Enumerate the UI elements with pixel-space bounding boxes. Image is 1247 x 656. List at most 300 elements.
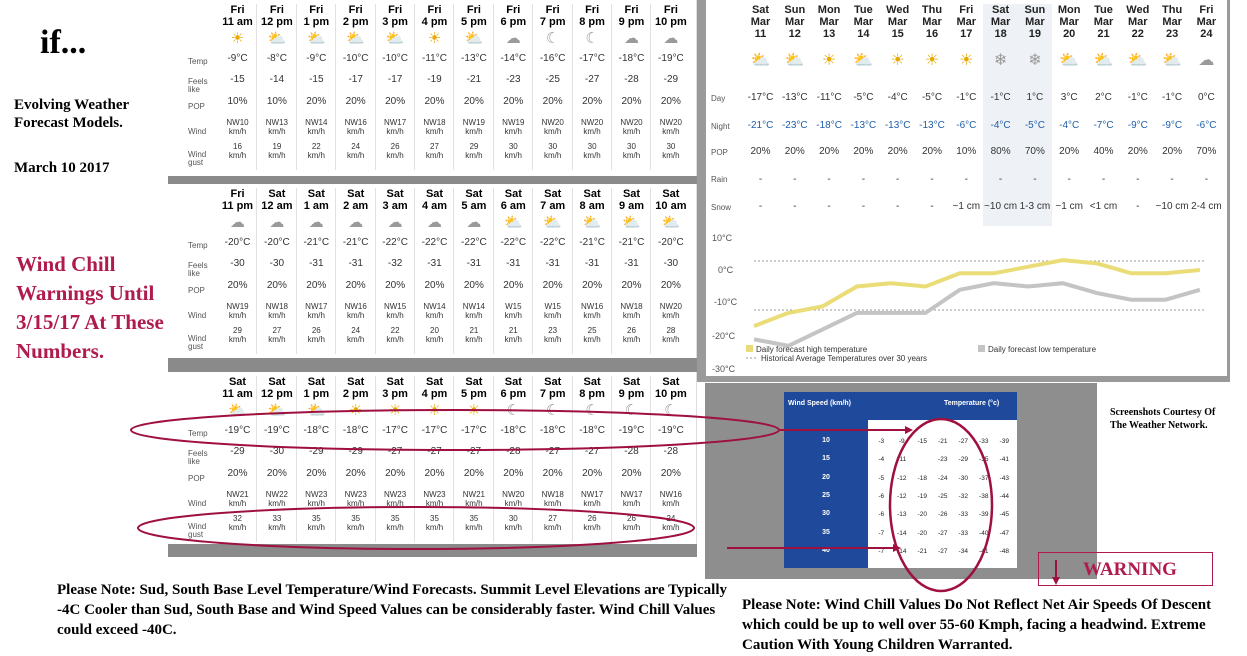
night-low: -5°C xyxy=(1024,120,1045,131)
night-low: -4°C xyxy=(1059,120,1080,131)
hour-day: Sat xyxy=(347,188,365,200)
hour-day: Fri xyxy=(348,4,363,16)
hour-gust-unit: km/h xyxy=(386,335,404,344)
hour-day: Sat xyxy=(662,188,680,200)
sun-cloud-icon: ⛅ xyxy=(1093,52,1114,69)
hour-day: Fri xyxy=(506,4,521,16)
hour-time: 5 pm xyxy=(461,388,487,400)
hour-gust-unit: km/h xyxy=(583,335,601,344)
hour-wind-unit: km/h xyxy=(347,311,365,320)
moon-icon: ☾ xyxy=(506,402,521,419)
hour-pop: 20% xyxy=(227,468,248,479)
axis-label-minus-20: -20°C xyxy=(712,331,736,341)
hour-wind: NW21 xyxy=(462,490,485,499)
day-rain: - xyxy=(930,174,934,185)
day-pop: 80% xyxy=(990,146,1011,157)
hour-wind-unit: km/h xyxy=(228,127,247,136)
hour-feels: -32 xyxy=(387,258,403,269)
hour-feels: -23 xyxy=(506,74,521,85)
hour-pop: 20% xyxy=(306,468,327,479)
hour-wind-unit: km/h xyxy=(386,499,404,508)
hour-gust: 20 xyxy=(430,326,439,335)
hour-temp: -18°C xyxy=(342,425,369,436)
day-snow: ~1 cm xyxy=(1055,201,1083,212)
hour-day: Sat xyxy=(583,188,601,200)
hour-pop: 20% xyxy=(503,96,524,107)
hour-time: 7 am xyxy=(540,200,566,212)
hour-wind: NW14 xyxy=(423,302,446,311)
day-month: Mar xyxy=(990,16,1011,28)
sun-cloud-icon: ⛅ xyxy=(1059,52,1080,69)
hour-feels: -21 xyxy=(466,74,482,85)
hour-gust-unit: km/h xyxy=(347,151,365,160)
hour-day: Fri xyxy=(230,4,245,16)
day-date: 23 xyxy=(1165,28,1179,40)
hour-wind: NW18 xyxy=(541,490,564,499)
courtesy-note: Screenshots Courtesy Of The Weather Network. xyxy=(1110,407,1216,431)
sun-cloud-icon: ⛅ xyxy=(346,30,366,47)
hour-time: 6 pm xyxy=(500,388,527,400)
temp-col-header: 0 xyxy=(879,422,884,429)
hour-wind-unit: km/h xyxy=(307,499,325,508)
hour-temp: -11°C xyxy=(422,53,447,64)
hour-gust-unit: km/h xyxy=(465,335,483,344)
row-label-wind: Wind xyxy=(188,499,207,508)
day-month: Mar xyxy=(1025,16,1045,28)
sun-cloud-icon: ⛅ xyxy=(267,30,287,47)
hour-gust-unit: km/h xyxy=(268,151,286,160)
hour-day: Sat xyxy=(347,376,365,388)
hour-feels: -27 xyxy=(584,446,600,457)
day-rain: - xyxy=(793,174,797,185)
day-date: 24 xyxy=(1200,28,1213,40)
moon-cloud-icon: ☁ xyxy=(269,214,285,231)
day-pop: 70% xyxy=(1024,146,1045,157)
hour-temp: -17°C xyxy=(421,425,448,436)
hour-temp: -18°C xyxy=(303,425,330,436)
hour-temp: -22°C xyxy=(461,237,487,248)
hour-wind-unit: km/h xyxy=(425,127,444,136)
hour-day: Sat xyxy=(583,376,601,388)
hour-feels: -31 xyxy=(427,258,442,269)
hour-feels: -31 xyxy=(624,258,639,269)
hour-feels: -31 xyxy=(545,258,560,269)
hour-gust-unit: km/h xyxy=(662,523,680,532)
day-date: 14 xyxy=(857,28,870,40)
sun-cloud-icon: ⛅ xyxy=(1162,52,1183,69)
wind-chill-cell: -41 xyxy=(979,547,989,555)
day-name: Fri xyxy=(959,4,974,16)
wind-chill-cell: -27 xyxy=(938,547,948,555)
day-name: Sun xyxy=(1024,4,1046,16)
day-high: -1°C xyxy=(990,92,1011,103)
hour-feels: -30 xyxy=(230,258,245,269)
wind-chill-cell: -20 xyxy=(917,511,927,519)
hour-pop: 10% xyxy=(227,96,248,107)
hour-gust: 29 xyxy=(233,326,242,335)
hour-feels: -15 xyxy=(230,74,245,85)
day-snow: ~10 cm xyxy=(1155,201,1189,212)
sun-cloud-icon: ⛅ xyxy=(853,52,874,69)
hour-temp: -22°C xyxy=(539,237,566,248)
day-snow: - xyxy=(827,201,831,212)
moon-cloud-icon: ☁ xyxy=(387,214,403,231)
hour-temp: -10°C xyxy=(342,53,369,64)
hour-day: Sat xyxy=(544,188,562,200)
hour-day: Sat xyxy=(504,188,522,200)
hour-gust: 30 xyxy=(548,142,558,151)
row-label-feels: Feels like xyxy=(188,449,208,466)
wind-chill-cell: -13 xyxy=(897,511,907,519)
hour-time: 9 pm xyxy=(618,388,645,400)
hour-pop: 20% xyxy=(306,280,327,291)
hour-feels: -19 xyxy=(427,74,442,85)
note-right: Please Note: Wind Chill Values Do Not Reflect Net Air Speeds Of Descent which could be up to well over 55-60 Kmph, facing a headwind. Extreme Caution With Young Children Warranted. xyxy=(742,597,1212,653)
hour-pop: 20% xyxy=(463,96,484,107)
sun-icon: ☀ xyxy=(821,52,837,69)
day-month: Mar xyxy=(1059,16,1079,28)
day-high: -17°C xyxy=(747,92,774,103)
wind-chill-cell: -48 xyxy=(999,547,1009,555)
date-text: March 10 2017 xyxy=(14,160,110,176)
hour-feels: -29 xyxy=(663,74,679,85)
hour-pop: 20% xyxy=(582,280,603,291)
wind-chill-cell: -41 xyxy=(999,456,1009,464)
day-snow: ~1 cm xyxy=(952,201,981,212)
hour-pop: 20% xyxy=(345,468,366,479)
hour-wind: NW20 xyxy=(620,118,643,127)
sun-cloud-icon: ⛅ xyxy=(306,30,326,47)
warning-label: WARNING xyxy=(1083,559,1177,580)
daily-row-label-snow: Snow xyxy=(711,203,732,212)
hour-pop: 20% xyxy=(542,96,563,107)
hour-wind: NW14 xyxy=(305,118,328,127)
cloud-icon: ☁ xyxy=(1198,52,1215,69)
temp-col-header: -5 xyxy=(898,422,905,429)
hour-pop: 20% xyxy=(463,280,484,291)
hour-day: Fri xyxy=(309,4,324,16)
hour-gust-unit: km/h xyxy=(544,151,562,160)
hour-gust: 26 xyxy=(390,142,400,151)
day-high: -13°C xyxy=(781,92,808,103)
hour-wind: NW23 xyxy=(344,490,367,499)
moon-icon: ☾ xyxy=(585,30,599,47)
day-pop: 20% xyxy=(921,146,942,157)
hour-pop: 20% xyxy=(582,468,603,479)
hour-pop: 20% xyxy=(621,468,642,479)
wind-chill-cell: -15 xyxy=(917,438,927,445)
row-label-temp: Temp xyxy=(188,241,208,250)
hour-wind-unit: km/h xyxy=(583,311,601,320)
hour-time: 3 pm xyxy=(382,388,408,400)
hour-feels: -25 xyxy=(545,74,560,85)
hour-gust-unit: km/h xyxy=(386,151,404,160)
wind-chill-cell: -21 xyxy=(917,547,927,555)
temp-col-header: -25 xyxy=(978,422,989,429)
day-date: 16 xyxy=(925,28,939,40)
day-snow: - xyxy=(1136,201,1140,212)
hour-pop: 20% xyxy=(503,468,524,479)
night-low: -9°C xyxy=(1162,120,1183,131)
hour-gust-unit: km/h xyxy=(307,335,325,344)
hour-time: 1 am xyxy=(303,200,329,212)
hour-day: Sat xyxy=(504,376,522,388)
speed-row-header: 30 xyxy=(822,510,830,518)
hour-pop: 20% xyxy=(385,468,406,479)
wind-chill-cell: -3 xyxy=(878,438,885,445)
hour-wind-unit: km/h xyxy=(268,311,286,320)
sun-cloud-icon: ⛅ xyxy=(661,214,681,231)
moon-icon: ☾ xyxy=(545,30,560,47)
hour-gust-unit: km/h xyxy=(622,335,641,344)
hour-temp: -18°C xyxy=(579,425,605,436)
hour-temp: -21°C xyxy=(618,237,645,248)
hour-wind: W15 xyxy=(505,302,522,311)
hour-gust-unit: km/h xyxy=(622,151,641,160)
wind-chill-cell: -33 xyxy=(979,438,989,445)
day-name: Sat xyxy=(751,4,770,16)
hour-day: Fri xyxy=(545,4,560,16)
hour-gust-unit: km/h xyxy=(504,523,522,532)
hour-pop: 20% xyxy=(660,96,681,107)
hour-wind: NW16 xyxy=(659,490,682,499)
day-rain: - xyxy=(964,174,968,185)
hour-time: 3 am xyxy=(382,200,408,212)
sun-icon: ☀ xyxy=(959,52,974,69)
hour-wind-unit: km/h xyxy=(307,311,325,320)
hour-gust-unit: km/h xyxy=(544,335,562,344)
hour-wind: NW17 xyxy=(580,490,604,499)
hour-gust: 28 xyxy=(666,326,676,335)
row-label-pop: POP xyxy=(188,474,205,483)
day-snow: - xyxy=(861,201,866,212)
wind-chill-cell: -39 xyxy=(979,511,989,519)
temp-col-header: -10 xyxy=(917,422,928,429)
sun-icon: ☀ xyxy=(427,402,442,419)
day-name: Thu xyxy=(1162,4,1183,16)
hour-wind: NW14 xyxy=(462,302,485,311)
hour-gust-unit: km/h xyxy=(465,151,483,160)
hour-gust: 35 xyxy=(351,514,361,523)
hour-gust-unit: km/h xyxy=(307,523,325,532)
moon-cloud-icon: ☁ xyxy=(308,214,324,231)
hour-temp: -21°C xyxy=(342,237,369,248)
hour-feels: -31 xyxy=(466,258,482,269)
hour-temp: -22°C xyxy=(500,237,527,248)
day-rain: - xyxy=(1136,174,1140,185)
hour-wind-unit: km/h xyxy=(622,311,641,320)
night-low: -13°C xyxy=(919,120,945,131)
hour-day: Sat xyxy=(386,188,404,200)
wind-chill-cell: -39 xyxy=(999,438,1009,445)
hour-wind: NW15 xyxy=(383,302,407,311)
hour-wind: NW23 xyxy=(305,490,328,499)
hour-time: 5 pm xyxy=(461,16,487,28)
hour-feels: -31 xyxy=(506,258,521,269)
hour-gust: 35 xyxy=(311,514,321,523)
hour-wind: NW19 xyxy=(226,302,249,311)
hour-gust-unit: km/h xyxy=(504,335,522,344)
night-low: -23°C xyxy=(781,120,808,131)
day-month: Mar xyxy=(750,16,771,28)
hour-day: Sat xyxy=(268,188,286,200)
hour-pop: 20% xyxy=(266,280,287,291)
day-month: Mar xyxy=(1196,16,1217,28)
hour-day: Sat xyxy=(307,376,325,388)
wind-chill-cell: -14 xyxy=(897,547,907,555)
hour-gust: 24 xyxy=(351,326,361,335)
hour-temp: -19°C xyxy=(658,425,684,436)
day-rain: - xyxy=(998,174,1003,185)
daily-row-label-day: Day xyxy=(711,94,726,103)
hour-gust: 21 xyxy=(469,326,479,335)
hour-feels: -29 xyxy=(348,446,363,457)
hour-wind-unit: km/h xyxy=(307,127,325,136)
hour-gust: 30 xyxy=(627,142,636,151)
hour-temp: -20°C xyxy=(224,237,251,248)
temp-row-highlight xyxy=(131,410,779,450)
hour-pop: 10% xyxy=(266,96,287,107)
hour-temp: -19°C xyxy=(658,53,684,64)
hour-wind: NW17 xyxy=(383,118,407,127)
night-low: -18°C xyxy=(816,120,842,131)
day-date: 11 xyxy=(754,28,767,40)
wind-chill-cell: -6 xyxy=(878,492,885,500)
hour-temp: -18°C xyxy=(500,425,527,436)
day-rain: - xyxy=(1067,174,1071,185)
day-date: 17 xyxy=(960,28,973,40)
day-month: Mar xyxy=(1128,16,1148,28)
hour-gust-unit: km/h xyxy=(662,335,680,344)
hour-gust: 35 xyxy=(390,514,400,523)
hour-temp: -9°C xyxy=(227,53,248,64)
night-low: -9°C xyxy=(1127,120,1148,131)
hour-gust-unit: km/h xyxy=(425,151,444,160)
daily-row-label-night: Night xyxy=(711,122,730,131)
day-pop: 20% xyxy=(1127,146,1148,157)
hour-wind-unit: km/h xyxy=(425,499,444,508)
speed-row-header: 35 xyxy=(822,528,830,536)
hour-gust-unit: km/h xyxy=(307,151,325,160)
day-high: 1°C xyxy=(1026,92,1044,103)
sun-cloud-icon: ⛅ xyxy=(464,30,484,47)
hour-time: 2 am xyxy=(343,200,369,212)
subtitle: Evolving Weather Forecast Models. xyxy=(14,97,129,131)
row-label-gust: Wind gust xyxy=(188,522,207,539)
sun-icon: ☀ xyxy=(890,52,905,69)
day-high: -5°C xyxy=(921,92,943,103)
day-high: -1°C xyxy=(1162,92,1183,103)
wind-chill-cell: -26 xyxy=(938,511,948,519)
row-label-pop: POP xyxy=(188,102,205,111)
hour-wind-unit: km/h xyxy=(544,311,562,320)
day-rain: - xyxy=(1204,174,1209,185)
hour-wind-unit: km/h xyxy=(662,127,680,136)
hour-time: 1 pm xyxy=(303,16,330,28)
hour-day: Fri xyxy=(585,4,600,16)
hour-time: 2 pm xyxy=(342,388,369,400)
wind-chill-cell: -7 xyxy=(878,529,885,537)
hour-gust-unit: km/h xyxy=(268,335,286,344)
moon-cloud-icon: ☁ xyxy=(427,214,442,231)
hour-time: 7 pm xyxy=(539,16,566,28)
day-pop: 10% xyxy=(956,146,977,157)
temp-col-header: -15 xyxy=(937,422,948,429)
wind-chill-cell: -12 xyxy=(897,474,907,482)
sun-cloud-icon: ⛅ xyxy=(267,402,287,419)
hour-feels: -14 xyxy=(269,74,285,85)
wind-chill-cell: -21 xyxy=(938,438,948,445)
hour-day: Fri xyxy=(388,4,403,16)
moon-cloud-icon: ☁ xyxy=(466,214,482,231)
hour-wind: NW19 xyxy=(502,118,525,127)
wind-chill-warning-text: Wind Chill Warnings Until 3/15/17 At These Numbers. xyxy=(16,252,164,363)
hour-gust: 19 xyxy=(272,142,282,151)
sun-icon: ☀ xyxy=(467,402,481,419)
hour-gust-unit: km/h xyxy=(504,151,522,160)
hour-temp: -18°C xyxy=(618,53,645,64)
day-name: Fri xyxy=(1199,4,1214,16)
hour-pop: 20% xyxy=(424,280,445,291)
axis-label-10: 10°C xyxy=(712,233,733,243)
day-snow: - xyxy=(896,201,900,212)
hour-wind-unit: km/h xyxy=(228,499,247,508)
wind-chill-cell: -44 xyxy=(999,492,1009,500)
day-high: -11°C xyxy=(816,92,842,103)
hour-gust-unit: km/h xyxy=(228,151,247,160)
hour-feels: -30 xyxy=(269,258,285,269)
hour-time: 7 pm xyxy=(539,388,566,400)
hour-wind-unit: km/h xyxy=(386,127,404,136)
sun-icon: ☀ xyxy=(348,402,363,419)
day-month: Mar xyxy=(956,16,977,28)
wind-speed-header: Wind Speed (km/h) xyxy=(788,400,851,407)
hour-gust-unit: km/h xyxy=(425,335,444,344)
hour-feels: -27 xyxy=(545,446,560,457)
hour-day: Fri xyxy=(663,4,678,16)
day-high: -1°C xyxy=(1127,92,1148,103)
cloud-snow-icon: ❄ xyxy=(993,52,1008,69)
hour-gust: 16 xyxy=(233,142,242,151)
hour-wind: NW18 xyxy=(265,302,288,311)
day-high: -1°C xyxy=(956,92,977,103)
hour-wind: NW18 xyxy=(423,118,446,127)
hour-gust-unit: km/h xyxy=(386,523,404,532)
hour-wind-unit: km/h xyxy=(268,127,286,136)
hour-gust-unit: km/h xyxy=(583,523,601,532)
hour-temp: -10°C xyxy=(382,53,408,64)
hour-gust: 24 xyxy=(351,142,361,151)
sun-icon: ☀ xyxy=(388,402,402,419)
hour-gust: 29 xyxy=(469,142,479,151)
hour-temp: -19°C xyxy=(224,425,251,436)
wind-chill-cell: -33 xyxy=(958,529,968,537)
row-label-feels: Feels like xyxy=(188,77,208,94)
speed-row-header: 25 xyxy=(822,491,830,499)
wind-chill-cell: -12 xyxy=(897,492,907,500)
hour-feels: -27 xyxy=(387,446,403,457)
hour-wind: NW20 xyxy=(580,118,604,127)
hour-gust-unit: km/h xyxy=(425,523,444,532)
hour-time: 2 pm xyxy=(342,16,369,28)
hour-feels: -28 xyxy=(624,74,639,85)
hour-feels: -28 xyxy=(506,446,521,457)
hour-gust-unit: km/h xyxy=(347,523,365,532)
day-name: Tue xyxy=(854,4,873,16)
wind-chill-cell: -27 xyxy=(938,529,948,537)
wind-chill-cell: -29 xyxy=(958,456,968,464)
day-date: 12 xyxy=(788,28,801,40)
